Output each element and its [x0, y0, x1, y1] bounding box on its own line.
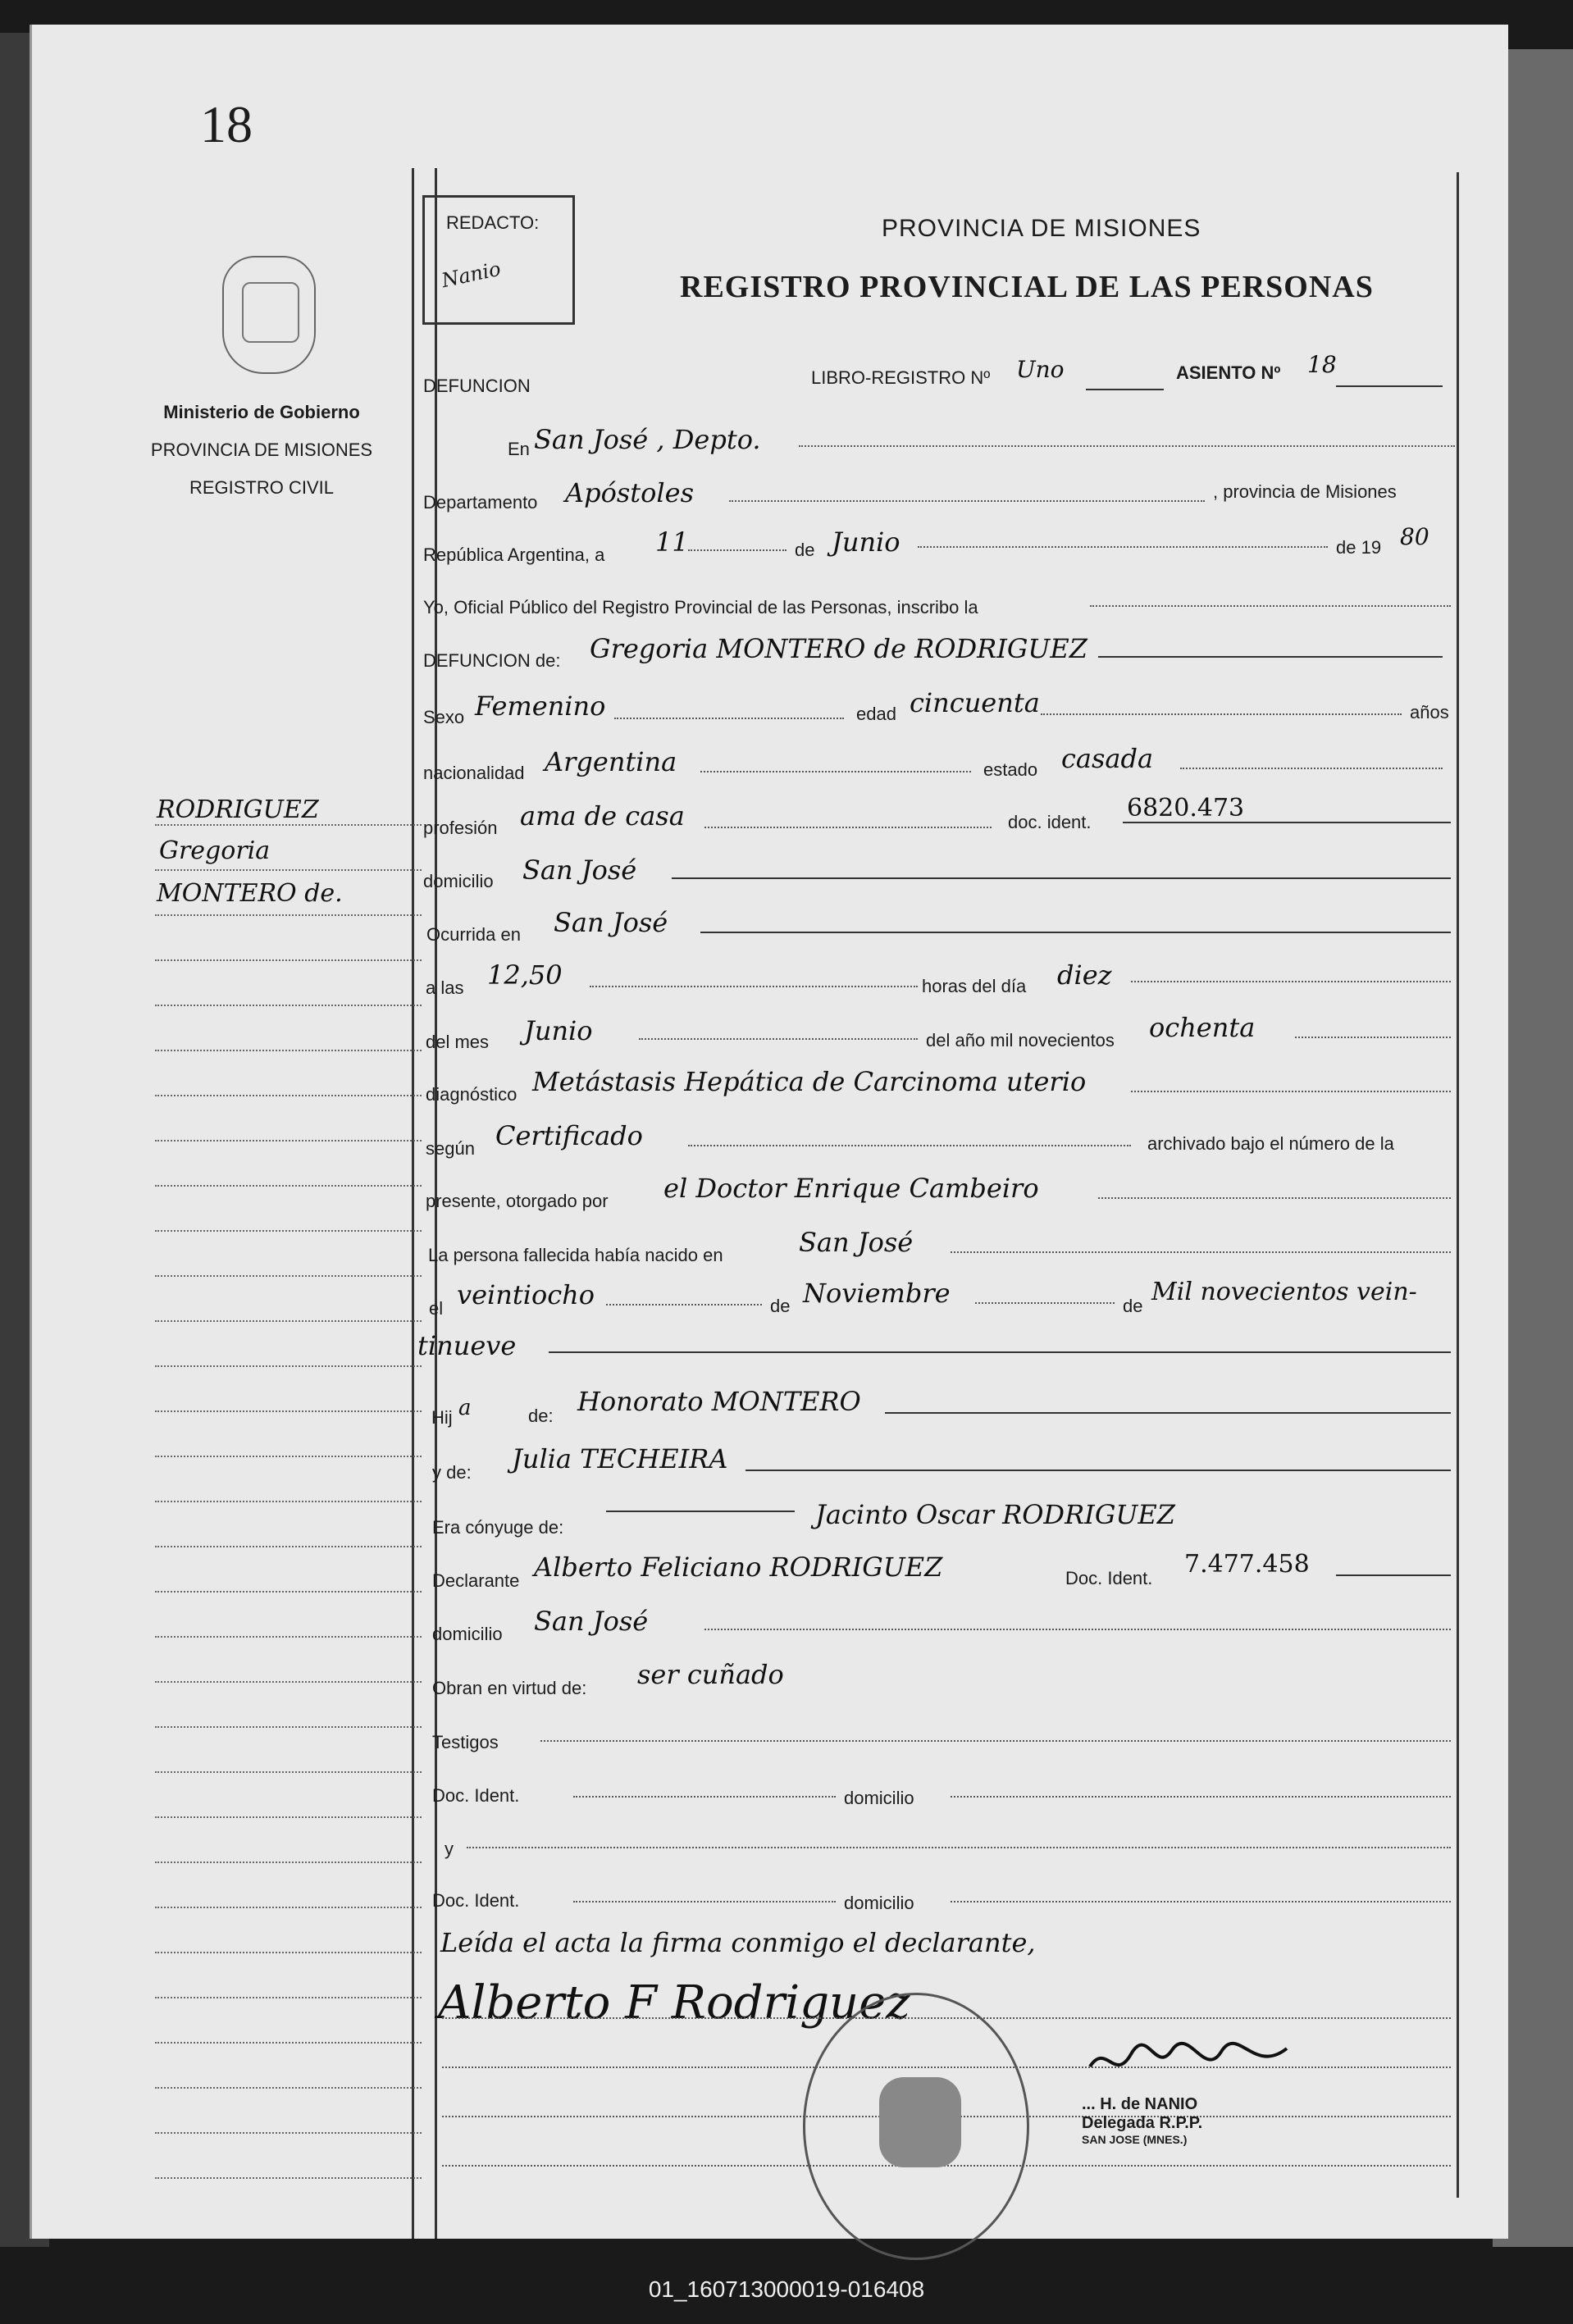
defuncion-value: Gregoria MONTERO de RODRIGUEZ — [590, 633, 1087, 664]
edad-value: cincuenta — [910, 687, 1040, 718]
dia-label: horas del día — [922, 976, 1027, 996]
yo-statement: Yo, Oficial Público del Registro Provincial de las Personas, inscribo la — [423, 597, 978, 617]
header-registry: REGISTRO PROVINCIAL DE LAS PERSONAS — [680, 270, 1374, 304]
margin-note-1: RODRIGUEZ — [157, 795, 319, 824]
official-seal-stamp — [803, 1993, 1029, 2260]
sexo-label: Sexo — [423, 707, 465, 727]
estado-value: casada — [1061, 743, 1154, 774]
segun-label: según — [426, 1138, 475, 1159]
hija-label: Hij — [431, 1407, 453, 1428]
sexo-value: Femenino — [475, 690, 606, 722]
en-value: San José , Depto. — [534, 424, 761, 455]
doc-ident-value: 6820.473 — [1127, 794, 1245, 823]
year-continuation: tinueve — [417, 1330, 517, 1361]
conyuge-value: Jacinto Oscar RODRIGUEZ — [815, 1499, 1175, 1530]
republica-de: de — [795, 540, 815, 560]
nacionalidad-label: nacionalidad — [423, 763, 525, 783]
el-day: veintiocho — [457, 1279, 595, 1310]
declarante-value: Alberto Feliciano RODRIGUEZ — [534, 1552, 943, 1583]
nacido-value: San José — [799, 1227, 914, 1258]
edad-label: edad — [856, 704, 896, 724]
republica-label: República Argentina, a — [423, 545, 605, 565]
ministry-line3: REGISTRO CIVIL — [189, 477, 335, 498]
el-label: el — [429, 1298, 444, 1319]
margin-note-2: Gregoria — [159, 836, 271, 865]
officer-signature-icon — [1082, 2034, 1295, 2091]
domicilio-label: domicilio — [423, 871, 494, 891]
hija-de: de: — [528, 1406, 554, 1426]
republica-month: Junio — [832, 526, 900, 558]
officer-signature-block — [1082, 2034, 1295, 2146]
anio-label: del año mil novecientos — [926, 1030, 1115, 1050]
presente-label: presente, otorgado por — [426, 1191, 609, 1211]
header-province: PROVINCIA DE MISIONES — [882, 215, 1201, 242]
doc-ident-label: doc. ident. — [1008, 812, 1092, 832]
el-month: Noviembre — [803, 1278, 951, 1309]
republica-de-year: de 19 — [1336, 537, 1382, 558]
mes-label: del mes — [426, 1032, 490, 1052]
declarante-doc-value: 7.477.458 — [1184, 1550, 1310, 1579]
redacto-value: Nanio — [439, 257, 504, 293]
y-de-value: Julia TECHEIRA — [512, 1443, 728, 1474]
margin-note-3: MONTERO de. — [157, 879, 343, 908]
nacido-label: La persona fallecida había nacido en — [428, 1245, 723, 1265]
hora-label: a las — [426, 977, 464, 998]
ministry-header — [130, 394, 393, 507]
margin-divider — [412, 168, 414, 2239]
departamento-value: Apóstoles — [565, 477, 694, 508]
republica-year: 80 — [1400, 523, 1429, 550]
presente-value: el Doctor Enrique Cambeiro — [663, 1173, 1039, 1204]
record-type: DEFUNCION — [423, 376, 531, 396]
officer-name: ... H. de NANIO — [1082, 2095, 1198, 2113]
en-label: En — [508, 439, 530, 459]
declarant-signature: Alberto F Rodriguez — [438, 1976, 910, 2030]
doc2-label: Doc. Ident. — [432, 1890, 520, 1911]
libro-value: Uno — [1016, 356, 1065, 383]
testigos-label: Testigos — [432, 1732, 499, 1752]
departamento-suffix: , provincia de Misiones — [1213, 481, 1397, 502]
coat-of-arms-icon — [222, 256, 316, 374]
ministry-line1: Ministerio de Gobierno — [163, 402, 360, 422]
nacionalidad-value: Argentina — [545, 746, 677, 777]
image-id-caption: 01_160713000019-016408 — [648, 2276, 925, 2302]
domicilio-value: San José — [522, 854, 637, 886]
officer-location: SAN JOSE (MNES.) — [1082, 2133, 1188, 2146]
ocurrida-label: Ocurrida en — [426, 924, 521, 945]
hija-value: Honorato MONTERO — [577, 1386, 861, 1417]
content-right-rule — [1457, 172, 1459, 2198]
doc1-label: Doc. Ident. — [432, 1785, 520, 1806]
segun-value: Certificado — [495, 1120, 643, 1151]
closing-statement: Leída el acta la firma conmigo el declarante, — [440, 1927, 1036, 1958]
ministry-line2: PROVINCIA DE MISIONES — [150, 440, 373, 460]
doc2-domicilio-label: domicilio — [844, 1893, 914, 1913]
y-label: y — [445, 1839, 454, 1859]
obran-label: Obran en virtud de: — [432, 1678, 587, 1698]
register-page — [30, 25, 1508, 2239]
el-year: Mil novecientos vein- — [1151, 1278, 1417, 1306]
diagnostico-label: diagnóstico — [426, 1084, 517, 1105]
hija-suffix: a — [458, 1396, 472, 1420]
y-de-label: y de: — [432, 1462, 472, 1483]
republica-day: 11 — [655, 526, 689, 558]
profesion-value: ama de casa — [520, 800, 685, 832]
anos-label: años — [1410, 702, 1449, 722]
hora-value: 12,50 — [487, 959, 563, 991]
anio-value: ochenta — [1149, 1012, 1256, 1043]
officer-title: Delegada R.P.P. — [1082, 2114, 1203, 2132]
libro-label: LIBRO-REGISTRO Nº — [811, 367, 991, 388]
domicilio2-value: San José — [534, 1606, 649, 1637]
page-number: 18 — [200, 95, 253, 153]
declarante-label: Declarante — [432, 1570, 520, 1591]
doc1-domicilio-label: domicilio — [844, 1788, 914, 1808]
profesion-label: profesión — [423, 818, 498, 838]
asiento-value: 18 — [1307, 351, 1337, 378]
departamento-label: Departamento — [423, 492, 538, 513]
redacto-box — [422, 195, 575, 325]
el-de: de — [770, 1296, 791, 1316]
diagnostico-value: Metástasis Hepática de Carcinoma uterio — [532, 1066, 1087, 1097]
mes-value: Junio — [524, 1015, 593, 1046]
asiento-label: ASIENTO Nº — [1176, 362, 1281, 383]
redacto-label: REDACTO: — [446, 212, 540, 233]
segun-suffix: archivado bajo el número de la — [1147, 1133, 1394, 1154]
defuncion-label: DEFUNCION de: — [423, 650, 561, 671]
domicilio2-label: domicilio — [432, 1624, 503, 1644]
ocurrida-value: San José — [554, 907, 668, 938]
el-de2: de — [1123, 1296, 1143, 1316]
declarante-doc-label: Doc. Ident. — [1065, 1568, 1153, 1588]
dia-value: diez — [1057, 959, 1112, 991]
obran-value: ser cuñado — [637, 1659, 784, 1690]
conyuge-label: Era cónyuge de: — [432, 1517, 564, 1538]
estado-label: estado — [983, 759, 1038, 780]
